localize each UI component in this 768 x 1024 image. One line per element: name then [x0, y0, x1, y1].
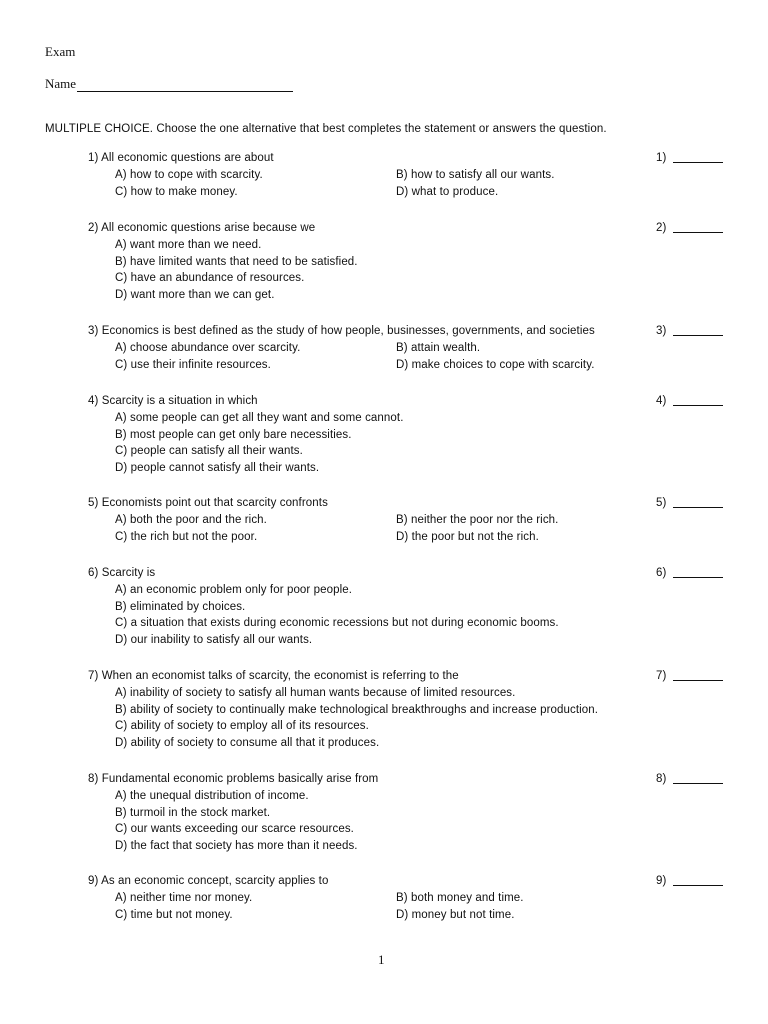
option-c: C) time but not money. — [115, 908, 233, 921]
answer-number: 6) — [656, 567, 667, 579]
question-stem: 1) All economic questions are about — [88, 152, 274, 164]
answer-number: 7) — [656, 670, 667, 682]
option-d: D) make choices to cope with scarcity. — [396, 358, 595, 371]
answer-blank[interactable] — [673, 783, 723, 784]
option-c: C) the rich but not the poor. — [115, 530, 258, 543]
answer-blank[interactable] — [673, 162, 723, 163]
option-d: D) ability of society to consume all that it produces. — [115, 737, 380, 750]
option-b: B) most people can get only bare necessities. — [115, 428, 352, 441]
answer-number: 3) — [656, 325, 667, 337]
page-number: 1 — [378, 952, 385, 967]
option-b: B) both money and time. — [396, 891, 524, 904]
question-9 — [88, 873, 728, 923]
answer-number: 5) — [656, 497, 667, 509]
answer-number: 8) — [656, 773, 667, 785]
name-row — [45, 76, 293, 92]
option-a: A) an economic problem only for poor people. — [115, 583, 353, 596]
option-d: D) our inability to satisfy all our wants. — [115, 634, 313, 647]
option-c: C) people can satisfy all their wants. — [115, 445, 303, 458]
answer-blank[interactable] — [673, 405, 723, 406]
question-stem: 3) Economics is best defined as the study of how people, businesses, governments, and societies — [88, 325, 595, 337]
option-b: B) neither the poor nor the rich. — [396, 513, 559, 526]
option-c: C) a situation that exists during economic recessions but not during economic booms. — [115, 617, 559, 630]
answer-number: 4) — [656, 395, 667, 407]
answer-blank[interactable] — [673, 232, 723, 233]
option-b: B) have limited wants that need to be satisfied. — [115, 255, 358, 268]
option-c: C) our wants exceeding our scarce resources. — [115, 823, 354, 836]
option-c: C) how to make money. — [115, 185, 238, 198]
answer-blank[interactable] — [673, 680, 723, 681]
question-stem: 4) Scarcity is a situation in which — [88, 395, 258, 407]
option-b: B) turmoil in the stock market. — [115, 806, 271, 819]
question-stem: 8) Fundamental economic problems basically arise from — [88, 773, 379, 785]
question-stem: 9) As an economic concept, scarcity applies to — [88, 875, 329, 887]
option-c: C) use their infinite resources. — [115, 358, 271, 371]
option-c: C) ability of society to employ all of its resources. — [115, 720, 369, 733]
option-b: B) ability of society to continually make technological breakthroughs and increase production. — [115, 703, 599, 716]
name-label: Name — [45, 76, 77, 91]
question-2 — [88, 220, 728, 304]
answer-number: 9) — [656, 875, 667, 887]
option-b: B) how to satisfy all our wants. — [396, 168, 555, 181]
option-a: A) some people can get all they want and some cannot. — [115, 411, 404, 424]
option-a: A) how to cope with scarcity. — [115, 168, 263, 181]
option-a: A) inability of society to satisfy all human wants because of limited resources. — [115, 686, 516, 699]
option-d: D) money but not time. — [396, 908, 515, 921]
answer-number: 2) — [656, 222, 667, 234]
answer-blank[interactable] — [673, 577, 723, 578]
option-d: D) the fact that society has more than it needs. — [115, 840, 358, 853]
option-c: C) have an abundance of resources. — [115, 272, 305, 285]
question-5 — [88, 495, 728, 545]
answer-number: 1) — [656, 152, 667, 164]
question-stem: 2) All economic questions arise because we — [88, 222, 316, 234]
answer-blank[interactable] — [673, 335, 723, 336]
instructions: MULTIPLE CHOICE. Choose the one alternative that best completes the statement or answers the question. — [45, 123, 607, 135]
question-6 — [88, 565, 728, 649]
option-a: A) want more than we need. — [115, 238, 262, 251]
option-d: D) the poor but not the rich. — [396, 530, 539, 543]
option-a: A) neither time nor money. — [115, 891, 253, 904]
question-8 — [88, 771, 728, 855]
question-stem: 5) Economists point out that scarcity confronts — [88, 497, 328, 509]
question-stem: 6) Scarcity is — [88, 567, 156, 579]
name-blank-line[interactable] — [77, 79, 293, 92]
question-stem: 7) When an economist talks of scarcity, the economist is referring to the — [88, 670, 459, 682]
answer-blank[interactable] — [673, 885, 723, 886]
option-d: D) what to produce. — [396, 185, 499, 198]
question-3 — [88, 323, 728, 373]
option-b: B) eliminated by choices. — [115, 600, 246, 613]
option-a: A) the unequal distribution of income. — [115, 789, 309, 802]
question-4 — [88, 393, 728, 477]
answer-blank[interactable] — [673, 507, 723, 508]
option-d: D) want more than we can get. — [115, 289, 275, 302]
option-b: B) attain wealth. — [396, 341, 481, 354]
option-a: A) choose abundance over scarcity. — [115, 341, 301, 354]
exam-title: Exam — [45, 44, 76, 59]
option-a: A) both the poor and the rich. — [115, 513, 267, 526]
question-7 — [88, 668, 728, 752]
question-1 — [88, 150, 728, 200]
option-d: D) people cannot satisfy all their wants. — [115, 462, 320, 475]
